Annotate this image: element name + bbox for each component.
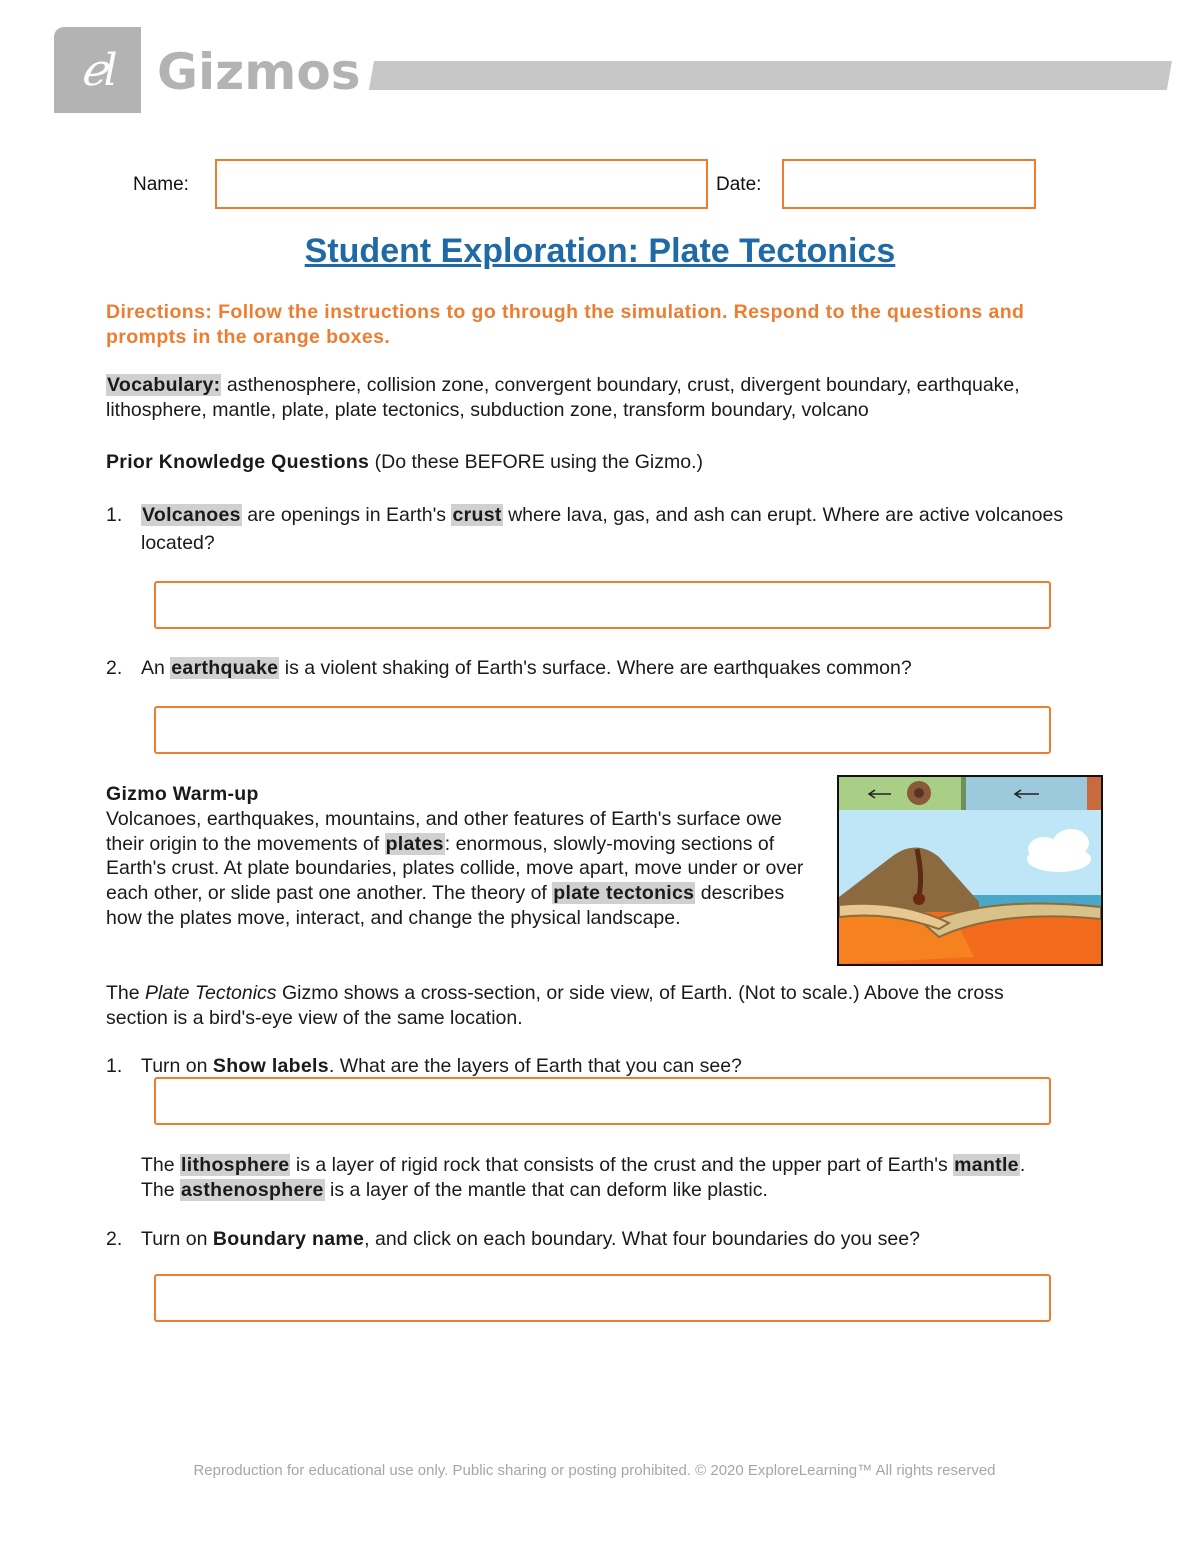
gizmo-description <box>106 981 1066 1030</box>
gizmo-name: Plate Tectonics <box>145 982 277 1004</box>
gizmo-desc-b: Gizmo shows a cross-section, or side view, of Earth. (Not to scale.) Above the cross section is a bird's-eye view of the same location. <box>106 982 1004 1029</box>
vocabulary-list: asthenosphere, collision zone, convergent boundary, crust, divergent boundary, earthquake, lithosphere, mantle, plate, plate tectonics, subduction zone, transform boundary, volcano <box>106 374 1020 421</box>
note-text-d: is a layer of the mantle that can deform like plastic. <box>324 1178 768 1201</box>
question-number: 2. <box>106 1228 123 1250</box>
term-lithosphere: lithosphere <box>181 1154 290 1176</box>
term-plate-tectonics: plate tectonics <box>553 882 695 905</box>
warmup-question-2 <box>106 1227 1066 1252</box>
gizmo-desc-a: The <box>106 982 146 1004</box>
wq1-text-b: . What are the layers of Earth that you can see? <box>328 1055 742 1077</box>
prior-knowledge-note: (Do these BEFORE using the Gizmo.) <box>369 451 703 473</box>
warmup-text-c: describes how the plates move, interact, and change the physical landscape. <box>106 882 785 929</box>
question-number: 1. <box>106 504 123 526</box>
warmup-answer-2[interactable] <box>154 1274 1051 1322</box>
warmup-section <box>106 782 816 931</box>
lithosphere-note <box>141 1153 1041 1202</box>
wq2-text-a: Turn on <box>141 1228 213 1250</box>
gizmo-screenshot <box>837 775 1103 966</box>
warmup-text-b: : enormous, slowly-moving sections of Earth's crust. At plate boundaries, plates collide, move apart, move under or over each other, or slide past one another. The theory of <box>106 832 804 905</box>
birds-eye-boundary <box>961 777 966 810</box>
vocabulary-label: Vocabulary: <box>107 374 221 396</box>
volcano-top-view <box>907 781 931 805</box>
footer-copyright: Reproduction for educational use only. Public sharing or posting prohibited. © 2020 ExploreLearning™ All rights reserved <box>193 1462 996 1479</box>
magma-chamber <box>913 893 925 905</box>
question-number: 2. <box>106 657 123 679</box>
note-text-a: The <box>141 1154 181 1176</box>
term-earthquake: earthquake <box>171 657 279 679</box>
birds-eye-land <box>839 777 965 810</box>
birds-eye-edge <box>1087 777 1101 810</box>
date-field[interactable] <box>782 159 1036 209</box>
vocabulary <box>106 373 1096 423</box>
pk-answer-1[interactable] <box>154 581 1051 629</box>
warmup-text-a: Volcanoes, earthquakes, mountains, and other features of Earth's surface owe their origin to the movements of <box>106 807 782 855</box>
term-asthenosphere: asthenosphere <box>181 1178 324 1201</box>
gizmos-brand: Gizmos <box>157 43 361 101</box>
plate-tectonics-illustration <box>839 777 1101 964</box>
warmup-answer-1[interactable] <box>154 1077 1051 1125</box>
prior-knowledge-heading <box>106 450 703 475</box>
prior-knowledge-title: Prior Knowledge Questions <box>106 451 370 473</box>
pk-q2-text-a: An <box>141 657 171 679</box>
page-title: Student Exploration: Plate Tectonics <box>304 232 896 270</box>
wq1-text-a: Turn on <box>141 1055 213 1077</box>
show-labels-term: Show labels <box>212 1055 329 1077</box>
pk-question-1 <box>106 501 1066 557</box>
date-label: Date: <box>716 174 762 195</box>
warmup-paragraph <box>106 807 816 931</box>
directions: Directions: Follow the instructions to go through the simulation. Respond to the questions and prompts in the orange boxes. <box>106 301 1025 348</box>
wq2-text-b: , and click on each boundary. What four boundaries do you see? <box>364 1228 920 1250</box>
pk-q2-text-b: is a violent shaking of Earth's surface. Where are earthquakes common? <box>279 657 912 679</box>
warmup-heading: Gizmo Warm-up <box>106 783 259 805</box>
name-field[interactable] <box>215 159 708 209</box>
warmup-question-1 <box>106 1054 1066 1079</box>
term-crust: crust <box>452 504 502 526</box>
pk-q1-text-a: are openings in Earth's <box>241 504 452 526</box>
term-plates: plates <box>385 832 444 855</box>
pk-answer-2[interactable] <box>154 706 1051 754</box>
pk-question-2 <box>106 656 1066 681</box>
boundary-name-term: Boundary name <box>212 1228 365 1250</box>
term-mantle: mantle <box>954 1154 1019 1176</box>
note-text-c: . The <box>141 1154 1026 1201</box>
pk-q1-text-b: where lava, gas, and ash can erupt. Where are active volcanoes located? <box>141 504 1064 554</box>
header-bar <box>369 61 1172 90</box>
question-number: 1. <box>106 1055 123 1077</box>
term-volcanoes: Volcanoes <box>142 504 241 526</box>
name-label: Name: <box>133 174 189 195</box>
note-text-b: is a layer of rigid rock that consists of the crust and the upper part of Earth's <box>290 1154 954 1176</box>
explorelearning-logo: ℯl <box>54 27 141 113</box>
